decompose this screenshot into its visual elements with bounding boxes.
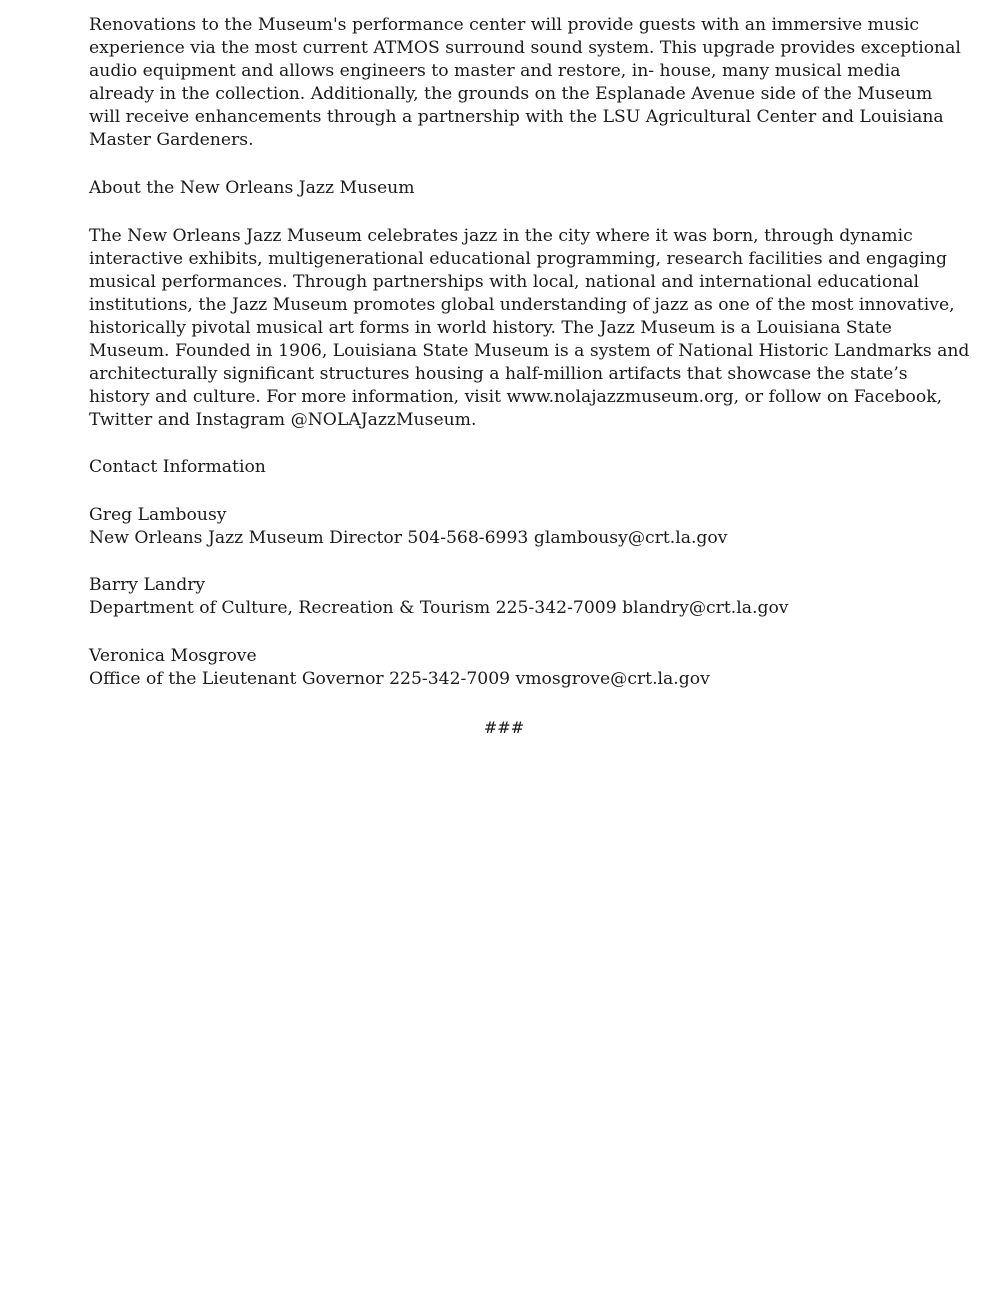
paragraph-line: history and culture. For more information, visit www.nolajazzmuseum.org, or follow on Facebook, xyxy=(89,387,943,407)
contact-name: Greg Lambousy xyxy=(89,505,227,525)
contact-details: New Orleans Jazz Museum Director 504-568-6993 glambousy@crt.la.gov xyxy=(89,528,728,548)
contact-block xyxy=(89,645,929,691)
contact-block xyxy=(89,574,929,620)
contact-name: Barry Landry xyxy=(89,575,206,595)
paragraph-line: Twitter and Instagram @NOLAJazzMuseum. xyxy=(89,410,477,430)
paragraph-line: historically pivotal musical art forms in world history. The Jazz Museum is a Louisiana State xyxy=(89,318,892,338)
paragraph-line: institutions, the Jazz Museum promotes global understanding of jazz as one of the most innovative, xyxy=(89,295,955,315)
contact-details: Office of the Lieutenant Governor 225-342-7009 vmosgrove@crt.la.gov xyxy=(89,669,710,689)
paragraph-line: Renovations to the Museum's performance center will provide guests with an immersive music xyxy=(89,15,919,35)
paragraph-line: Museum. Founded in 1906, Louisiana State Museum is a system of National Historic Landmarks and xyxy=(89,341,970,361)
paragraph-line: already in the collection. Additionally, the grounds on the Esplanade Avenue side of the Museum xyxy=(89,84,933,104)
about-heading: About the New Orleans Jazz Museum xyxy=(89,178,415,198)
contact-name: Veronica Mosgrove xyxy=(89,646,257,666)
contact-block xyxy=(89,504,929,550)
paragraph-line: will receive enhancements through a partnership with the LSU Agricultural Center and Louisiana xyxy=(89,107,944,127)
paragraph-line: interactive exhibits, multigenerational educational programming, research facilities and engaging xyxy=(89,249,947,269)
end-mark: ### xyxy=(483,718,525,737)
renovations-paragraph xyxy=(89,14,961,152)
paragraph-line: audio equipment and allows engineers to master and restore, in- house, many musical media xyxy=(89,61,901,81)
paragraph-line: experience via the most current ATMOS surround sound system. This upgrade provides exceptional xyxy=(89,38,961,58)
paragraph-line: Master Gardeners. xyxy=(89,130,254,150)
paragraph-line: The New Orleans Jazz Museum celebrates jazz in the city where it was born, through dynamic xyxy=(89,226,913,246)
contact-details: Department of Culture, Recreation & Tourism 225-342-7009 blandry@crt.la.gov xyxy=(89,598,789,618)
about-paragraph xyxy=(89,225,970,432)
paragraph-line: musical performances. Through partnerships with local, national and international educational xyxy=(89,272,920,292)
paragraph-line: architecturally significant structures housing a half-million artifacts that showcase the state’s xyxy=(89,364,908,384)
contact-heading: Contact Information xyxy=(89,457,266,477)
